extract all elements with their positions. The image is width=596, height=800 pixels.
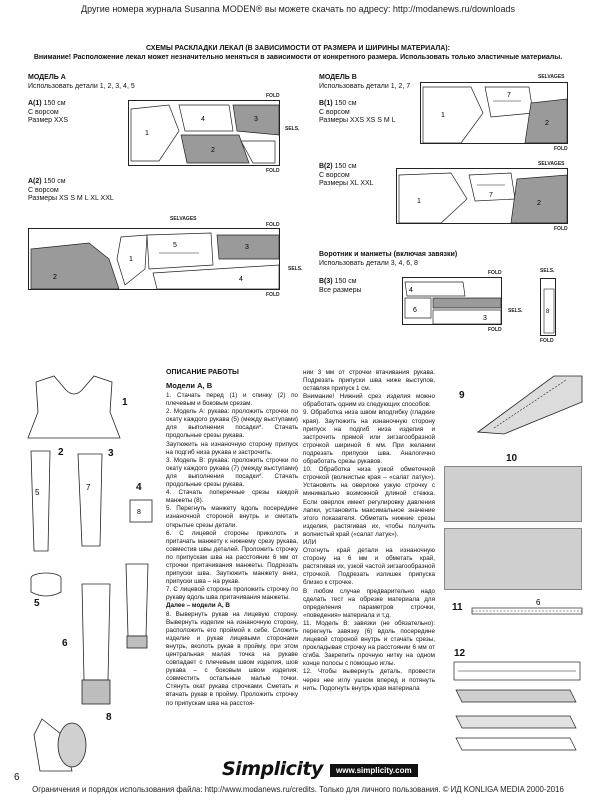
step-7: 7. С лицевой стороны проложить строчку по рукаву вдоль шва притачивания манжеты. (166, 586, 298, 602)
simplicity-logo: Simplicity (222, 758, 323, 780)
figure-9 (474, 372, 584, 436)
a2-fold-bottom: FOLD (266, 292, 280, 298)
layout-a1-pieces (129, 101, 281, 167)
b1-selvages: SELVAGES (538, 74, 565, 80)
cuff-fold: FOLD (540, 338, 554, 344)
figure-7-drawing (122, 560, 152, 650)
or-label: ИЛИ (303, 538, 317, 546)
svg-text:1: 1 (145, 130, 149, 137)
test-note: В любом случае предварительно надо сделать тест на обрезке материала для определения параметров строчки, «поведения» материала и т.д. (303, 587, 435, 619)
step-10-alt: Отогнуть край детали на изнаночную сторону на 6 мм и обметать край, растягивая их, узкой частой зигзагообразной строчкой. Подрезать излишек припуска близко к строчке. (303, 547, 435, 587)
layout-cuff (540, 278, 556, 336)
figure-1 (26, 372, 122, 440)
svg-text:3: 3 (483, 315, 487, 322)
figure-11 (470, 598, 584, 622)
a2-spec: A(2) 150 см С ворсом Размеры XS S M L XL XXL (28, 178, 114, 203)
step-6: 6. С лицевой стороны приколоть и притачать манжету к нижнему срезу рукава, совместив швы деталей. Проложить строчку по припускам шва на расстоянии 6 мм от строчки притачивания манжеты. Подрезать припуски шва. Заутюжить манжету вниз, припуски шва – на рукав. (166, 529, 298, 586)
svg-text:2: 2 (537, 200, 541, 207)
figure-6 (76, 580, 116, 708)
layout-a1 (128, 100, 280, 166)
layout-cuff-pieces (541, 279, 557, 337)
figure-12 (450, 660, 584, 752)
hem-note: Внимание! Нижний срез изделия можно обработать одним из следующих способов: (303, 393, 435, 409)
svg-text:4: 4 (409, 287, 413, 294)
cuff-sels: SELS. (540, 268, 555, 274)
svg-text:7: 7 (507, 92, 511, 99)
svg-text:4: 4 (201, 116, 205, 123)
b1-fold: FOLD (554, 146, 568, 152)
a2-sels: SELS. (288, 266, 303, 272)
figure-12-drawing (450, 660, 584, 752)
figure-2 (28, 445, 54, 555)
figure-10-number: 10 (506, 453, 518, 464)
step-2-note: Заутюжить на изнаночную сторону припуск на подгиб низа рукава и застрочить. (166, 440, 298, 456)
figure-8-number: 8 (106, 712, 112, 723)
figure-2-drawing (28, 445, 54, 555)
a2-fold-top: FOLD (266, 222, 280, 228)
step-1: 1. Стачать перед (1) и спинку (2) по плечевым и боковым срезам. (166, 392, 298, 408)
figure-9-drawing (474, 372, 584, 436)
figure-9-number: 9 (459, 390, 465, 401)
instructions-models: Модели А, В (166, 381, 213, 390)
svg-text:2: 2 (211, 147, 215, 154)
a1-fold-bottom: FOLD (266, 168, 280, 174)
step-9: 9. Обработка низа швом вподгибку (гладкие края). Заутюжить на изнаночную сторону припуск на подгиб низа изделия и застрочить прямой или зигзагообразной строчкой шириной 6 мм. При желании подрезать припуски шва. Аналогично обработать срезы рукавов. (303, 409, 435, 466)
svg-text:1: 1 (129, 256, 133, 263)
b3-sels: SELS. (508, 308, 523, 314)
step-2: 2. Модель А: рукава: проложить строчки по окату каждого рукава (5) (между выступами) для выполнения посадки*. Стачать продольные срезы рукава. (166, 408, 298, 440)
page-number: 6 (14, 772, 20, 783)
svg-text:2: 2 (545, 120, 549, 127)
svg-text:4: 4 (239, 276, 243, 283)
svg-text:1: 1 (441, 112, 445, 119)
figure-8-drawing (32, 715, 152, 775)
figure-8 (32, 715, 152, 775)
b2-selvages: SELVAGES (538, 161, 565, 167)
instructions-title: ОПИСАНИЕ РАБОТЫ (166, 369, 239, 376)
figure-5-number: 5 (34, 598, 40, 609)
layout-b2-pieces (397, 169, 569, 225)
instructions-column-2 (303, 369, 435, 693)
model-b-title: МОДЕЛЬ B (319, 74, 357, 81)
layout-b2 (396, 168, 568, 224)
collar-details: Использовать детали 3, 4, 6, 8 (319, 260, 418, 267)
b3-fold-top: FOLD (488, 270, 502, 276)
figure-5-drawing (28, 570, 64, 600)
b3-fold-bottom: FOLD (488, 327, 502, 333)
a1-fold-top: FOLD (266, 93, 280, 99)
figure-11-drawing (470, 598, 584, 622)
figure-3-drawing (74, 450, 106, 550)
svg-text:5: 5 (173, 242, 177, 249)
a2-selvages: SELVAGES (170, 216, 197, 222)
figure-11-number: 11 (452, 602, 463, 613)
figure-1-number: 1 (122, 397, 128, 408)
layouts-title: СХЕМЫ РАСКЛАДКИ ЛЕКАЛ (В ЗАВИСИМОСТИ ОТ РАЗМЕРА И ШИРИНЫ МАТЕРИАЛА): (146, 45, 450, 52)
svg-text:7: 7 (489, 192, 493, 199)
figure-3-number: 3 (108, 448, 114, 459)
svg-text:8: 8 (546, 309, 550, 315)
b2-spec: B(2) 150 см С ворсом Размеры XL XXL (319, 163, 374, 188)
layout-b3 (402, 277, 502, 325)
figure-12-number: 12 (454, 648, 466, 659)
figure-6-drawing (76, 580, 116, 708)
step-12: 12. Чтобы вывернуть деталь, провести через нее иглу ушком вперед и потянуть нить. Подогнуть внутрь края материала (303, 668, 435, 692)
a1-sels: SELS. (285, 126, 300, 132)
simplicity-website: www.simplicity.com (330, 764, 418, 777)
figure-5 (28, 570, 64, 600)
step-5: 5. Перегнуть манжету вдоль посередине изнаночной стороной внутрь и сметать открытые срезы детали. (166, 505, 298, 529)
figure-3 (74, 450, 106, 550)
svg-text:5: 5 (35, 488, 40, 497)
b3-spec: B(3) 150 см Все размеры (319, 278, 362, 294)
layouts-warning: Внимание! Расположение лекал может незначительно меняться в зависимости от конкретного размера. Использовать только эластичные материалы. (33, 54, 563, 61)
figure-7 (122, 560, 152, 650)
figure-4-number: 4 (136, 482, 142, 493)
svg-text:3: 3 (245, 244, 249, 251)
svg-text:7: 7 (86, 483, 91, 492)
step-8: 8. Вывернуть рукав на лицевую сторону. Вывернуть изделие на изнаночную сторону, расположить его проймой к себе. Сложить изделие и рукав лицевыми сторонами внутрь, вколоть рукав в пройму, при этом центральная малая точка на рукаве совпадает с плечевым швом изделия, шов рукава – с боковым швом изделия; совместить остальные малые точки. Стянуть окат рукава строчками. Сметать и втачать рукав в пройму. Проложить строчку по припускам шва на расстоя- (166, 610, 298, 707)
figure-4-drawing (128, 498, 154, 524)
layout-a2-pieces (29, 229, 281, 291)
model-a-details: Использовать детали 1, 2, 3, 4, 5 (28, 83, 135, 90)
download-notice: Другие номера журнала Susanna MODEN® вы можете скачать по адресу: http://modanews.ru/downloads (81, 4, 515, 14)
collar-title: Воротник и манжеты (включая завязки) (319, 251, 458, 258)
figure-6-number: 6 (62, 638, 68, 649)
layout-a2 (28, 228, 280, 290)
step-10: 10. Обработка низа узкой обметочной строчкой (волнистые края – «салат латук»). Установить на оверлоке узкую строчку с минимально возможной длиной стежка. Если оверлок имеет регулировку давления лапки, установить максимальное значение этого показателя. Обметать нижние срезы изделия, растягивая их, чтобы получить волнистый край («салат латук»). (303, 466, 435, 538)
layout-b1 (420, 82, 568, 144)
step-11: 11. Модель В: завязки (не обязательно): перегнуть завязку (6) вдоль посередине лицевой стороной внутрь и стачать срезы, прокладывая строчку на расстоянии 6 мм от сгиба. Закрепить прочную нитку на одном конце полосы с помощью иглы. (303, 619, 435, 668)
svg-text:3: 3 (254, 116, 258, 123)
figure-1-drawing (26, 372, 122, 440)
figure-10-photo-top (444, 466, 582, 522)
b2-fold: FOLD (554, 226, 568, 232)
step-8-cont: нии 3 мм от строчки втачивания рукава. Подрезать припуски шва ниже выступов, оставляя припуск 1 см. (303, 369, 435, 393)
layout-b3-pieces (403, 278, 503, 326)
b1-spec: B(1) 150 см С ворсом Размеры XXS XS S M L (319, 100, 396, 125)
svg-text:2: 2 (53, 274, 57, 281)
svg-text:8: 8 (137, 509, 141, 516)
subsection-models-ab: Далее – модели А, В (166, 602, 230, 610)
figure-4 (128, 498, 154, 524)
figure-10-photo-bottom (444, 528, 582, 590)
model-a-title: МОДЕЛЬ А (28, 74, 66, 81)
svg-text:6: 6 (536, 598, 541, 607)
figure-2-number: 2 (58, 447, 64, 458)
layout-b1-pieces (421, 83, 569, 145)
svg-text:1: 1 (417, 198, 421, 205)
svg-text:6: 6 (413, 307, 417, 314)
model-b-details: Использовать детали 1, 2, 7 (319, 83, 411, 90)
legal-notice: Ограничения и порядок использования файла: http://www.modanews.ru/credits. Только для личного пользования. © ИД KONLIGA MEDIA 2000-2016 (32, 785, 564, 794)
step-3: 3. Модель В: рукава: проложить строчки по окату каждого рукава (7) (между выступами) для выполнения посадки*. Стачать продольные срезы рукава. (166, 456, 298, 489)
step-4: 4. Стачать поперечные срезы каждой манжеты (8). (166, 489, 298, 505)
a1-spec: A(1) 150 см С ворсом Размер XXS (28, 100, 69, 125)
instructions-column-1 (166, 392, 298, 708)
